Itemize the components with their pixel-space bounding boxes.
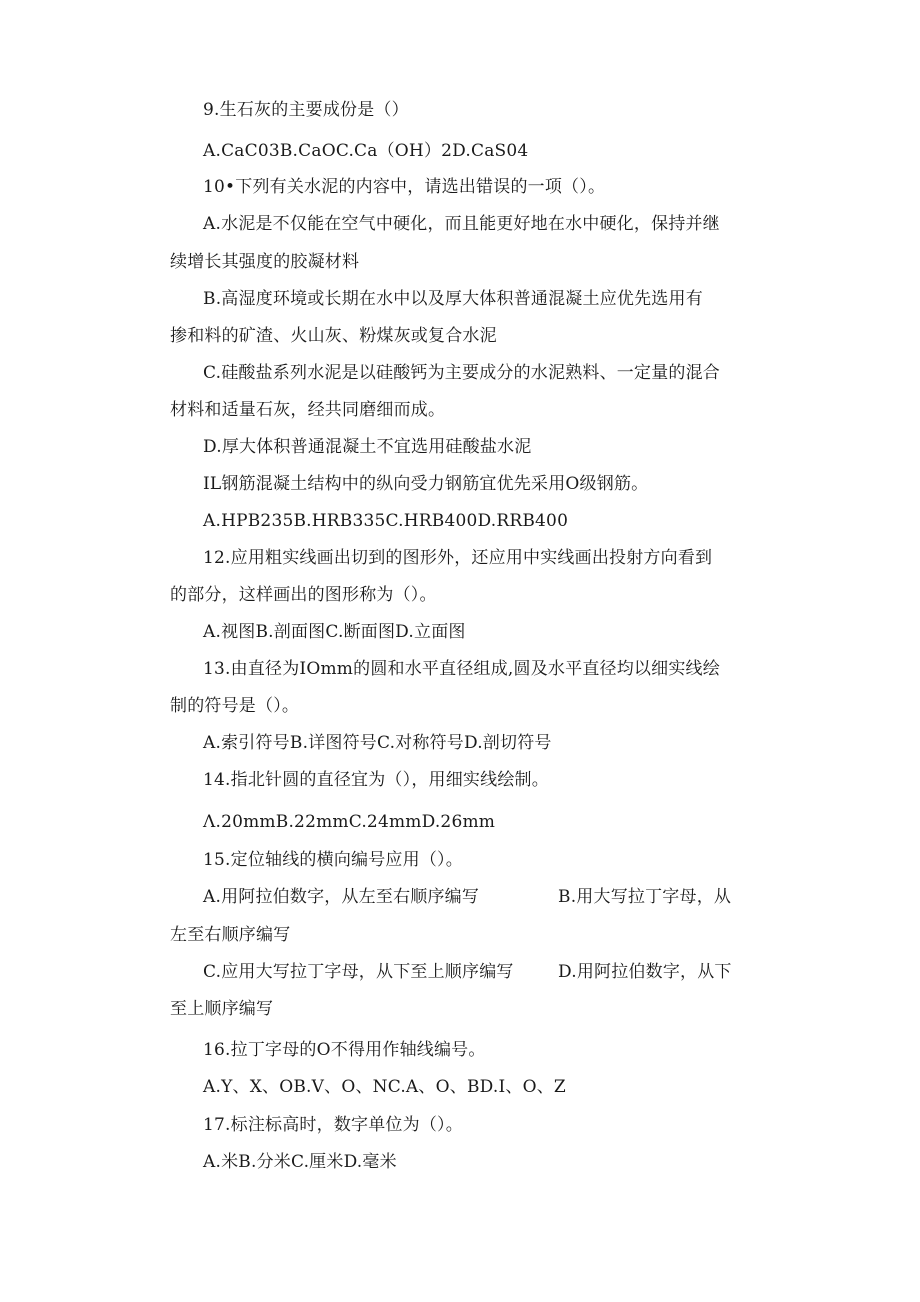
question-16-stem: 16.拉丁字母的O不得用作轴线编号。	[203, 1040, 486, 1060]
question-10-option-b-continued: 掺和料的矿渣、火山灰、粉煤灰或复合水泥	[170, 326, 497, 346]
question-15-option-a: A.用阿拉伯数字，从左至右顺序编写	[203, 887, 480, 907]
question-13-stem-continued: 制的符号是（）。	[170, 696, 300, 716]
question-9-options: A.CaC03B.CaOC.Ca（OH）2D.CaS04	[203, 141, 529, 161]
question-15-option-d-continued: 至上顺序编写	[170, 999, 274, 1019]
question-13-options: A.索引符号B.详图符号C.对称符号D.剖切符号	[203, 733, 552, 753]
question-15-option-d: D.用阿拉伯数字，从下	[558, 962, 732, 982]
question-10-option-a: A.水泥是不仅能在空气中硬化，而且能更好地在水中硬化，保持并继	[203, 214, 720, 234]
question-11-stem: IL钢筋混凝土结构中的纵向受力钢筋宜优先采用O级钢筋。	[203, 474, 649, 494]
question-10-option-c-continued: 材料和适量石灰，经共同磨细而成。	[170, 400, 446, 420]
question-16-options: A.Y、X、OB.V、O、NC.A、O、BD.I、O、Z	[203, 1077, 566, 1097]
question-14-stem: 14.指北针圆的直径宜为（），用细实线绘制。	[203, 770, 549, 790]
question-15-option-b: B.用大写拉丁字母，从	[558, 887, 732, 907]
question-15-stem: 15.定位轴线的横向编号应用（）。	[203, 850, 463, 870]
question-10-option-a-continued: 续增长其强度的胶凝材料	[170, 252, 360, 272]
question-10-option-d: D.厚大体积普通混凝土不宜选用硅酸盐水泥	[203, 437, 532, 457]
question-9-stem: 9.生石灰的主要成份是（）	[203, 100, 409, 120]
question-13-stem: 13.由直径为IOmm的圆和水平直径组成,圆及水平直径均以细实线绘	[203, 659, 720, 679]
question-11-options: A.HPB235B.HRB335C.HRB400D.RRB400	[203, 511, 569, 531]
question-10-option-c: C.硅酸盐系列水泥是以硅酸钙为主要成分的水泥熟料、一定量的混合	[203, 363, 721, 383]
question-15-option-c: C.应用大写拉丁字母，从下至上顺序编写	[203, 962, 514, 982]
question-15-option-b-continued: 左至右顺序编写	[170, 925, 291, 945]
question-12-options: A.视图B.剖面图C.断面图D.立面图	[203, 622, 466, 642]
question-17-options: A.米B.分米C.厘米D.毫米	[203, 1152, 397, 1172]
question-10-stem: 10•下列有关水泥的内容中，请选出错误的一项（）。	[203, 177, 606, 197]
question-12-stem-continued: 的部分，这样画出的图形称为（）。	[170, 585, 437, 605]
question-14-options: Λ.20mmB.22mmC.24mmD.26mm	[203, 812, 496, 832]
question-17-stem: 17.标注标高时，数字单位为（）。	[203, 1115, 463, 1135]
question-10-option-b: B.高湿度环境或长期在水中以及厚大体积普通混凝土应优先选用有	[203, 289, 703, 309]
question-12-stem: 12.应用粗实线画出切到的图形外，还应用中实线画出投射方向看到	[203, 548, 713, 568]
